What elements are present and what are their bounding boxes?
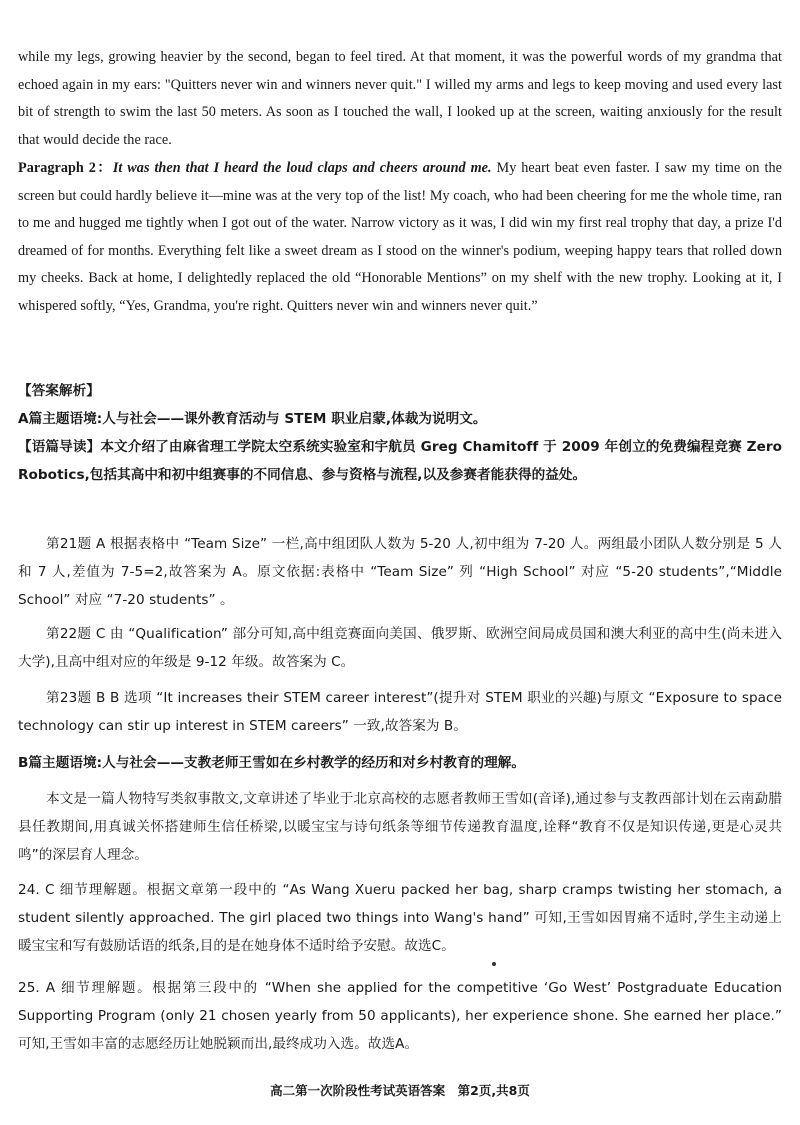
paragraph-2-body: My heart beat even faster. I saw my time on the screen but could hardly believe it—mine was at the very top of the list! My coach, who had been cheering for me the whole time, ran to me and hugged me tightly when I got out of the water. Narrow victory as it was, I did win my first real trophy that day, a prize I'd dreamed of for months. Everything felt like a sweet dream as I stood on the winner's podium, weeping happy tears that rolled down my cheeks. Back at home, I delightedly replaced the old “Honorable Mentions” on my shelf with the new trophy. Looking at it, I whispered softly, “Yes, Grandma, you're right. Quitters never win and winners never quit.” bbox=[18, 160, 782, 314]
passage-a-intro-text: 本文介绍了由麻省理工学院太空系统实验室和宇航员 Greg Chamitoff 于 2009 年创立的免费编程竞赛 Zero Robotics,包括其高中和初中组赛事的不同信息、参与资格与流程,以及参赛者能获得的益处。 bbox=[18, 439, 782, 484]
question-21-explanation: 第21题 A 根据表格中 “Team Size” 一栏,高中组团队人数为 5-20 人,初中组为 7-20 人。两组最小团队人数分别是 5 人和 7 人,差值为 7-5=2,故答案为 A。原文依据:表格中 “Team Size” 列 “High School” 对应 “5-20 students”,“Middle School” 对应 “7-20 students” 。 bbox=[18, 536, 782, 609]
paragraph-2-label: Paragraph 2： bbox=[18, 160, 113, 176]
passage-a-intro bbox=[18, 433, 782, 489]
question-24-explanation: 24. C 细节理解题。根据文章第一段中的 “As Wang Xueru packed her bag, sharp cramps twisting her stomach, a student silently approached. The girl placed two things into Wang's hand” 可知,王雪如因胃痛不适时,学生主动递上暖宝宝和写有鼓励话语的纸条,目的是在她身体不适时给予安慰。故选C。 bbox=[18, 882, 782, 955]
passage-a-intro-label: 【语篇导读】 bbox=[18, 439, 101, 455]
paragraph-2-lead-sentence: It was then that I heard the loud claps and cheers around me. bbox=[112, 160, 492, 176]
analysis-heading: 【答案解析】 bbox=[18, 383, 100, 399]
question-23-explanation: 第23题 B B 选项 “It increases their STEM career interest”(提升对 STEM 职业的兴趣)与原文 “Exposure to space technology can stir up interest in STEM careers” 一致,故答案为 B。 bbox=[18, 690, 782, 735]
passage-b-theme: B篇主题语境:人与社会——支教老师王雪如在乡村教学的经历和对乡村教育的理解。 bbox=[18, 755, 526, 771]
stray-dot bbox=[492, 962, 496, 966]
passage-paragraph-1: while my legs, growing heavier by the second, began to feel tired. At that moment, it was the powerful words of my grandma that echoed again in my ears: "Quitters never win and winners never quit." I willed my arms and legs to keep moving and used every last bit of strength to swim the last 50 meters. As soon as I touched the wall, I looked up at the screen, waiting anxiously for the result that would decide the race. bbox=[18, 49, 782, 148]
passage-a-theme: A篇主题语境:人与社会——课外教育活动与 STEM 职业启蒙,体裁为说明文。 bbox=[18, 411, 487, 427]
passage-paragraph-2 bbox=[18, 155, 782, 321]
question-22-explanation: 第22题 C 由 “Qualification” 部分可知,高中组竞赛面向美国、俄罗斯、欧洲空间局成员国和澳大利亚的高中生(尚未进入大学),且高中组对应的年级是 9-12 年级。故答案为 C。 bbox=[18, 626, 782, 671]
question-25-explanation: 25. A 细节理解题。根据第三段中的 “When she applied for the competitive ‘Go West’ Postgraduate Education Supporting Program (only 21 chosen yearly from 50 applicants), her experience shone. She earned her place.” 可知,王雪如丰富的志愿经历让她脱颖而出,最终成功入选。故选A。 bbox=[18, 980, 782, 1053]
passage-b-intro: 本文是一篇人物特写类叙事散文,文章讲述了毕业于北京高校的志愿者教师王雪如(音译),通过参与支教西部计划在云南勐腊县任教期间,用真诚关怀搭建师生信任桥梁,以暖宝宝与诗句纸条等细节传递教育温度,诠释“教育不仅是知识传递,更是心灵共鸣”的深层育人理念。 bbox=[18, 791, 782, 864]
page-footer: 高二第一次阶段性考试英语答案 第2页,共8页 bbox=[270, 1083, 530, 1098]
